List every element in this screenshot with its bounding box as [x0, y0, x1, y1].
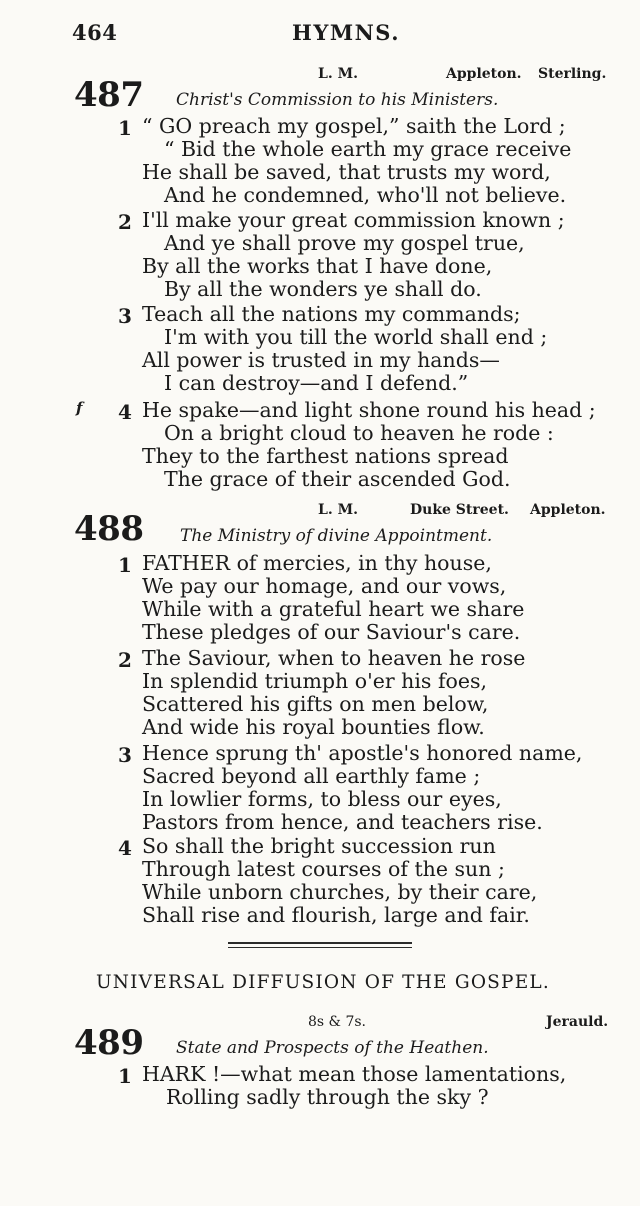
verse-line: “ GO preach my gospel,” saith the Lord ; — [142, 114, 566, 138]
hymn-number: 488 — [74, 509, 144, 549]
verse-line: The Saviour, when to heaven he rose — [142, 646, 526, 670]
verse-line: I can destroy—and I defend.” — [164, 371, 469, 395]
hymn-meter: L. M. — [318, 502, 358, 518]
verse-line: Rolling sadly through the sky ? — [166, 1085, 489, 1109]
verse-line: In lowlier forms, to bless our eyes, — [142, 787, 502, 811]
verse-line: And wide his royal bounties flow. — [142, 715, 485, 739]
verse-line: In splendid triumph o'er his foes, — [142, 669, 488, 693]
stanza-number: 2 — [118, 210, 132, 234]
hymn-meter: L. M. — [318, 66, 358, 82]
verse-line: Through latest courses of the sun ; — [142, 857, 505, 881]
stanza-number: 1 — [118, 116, 132, 140]
verse-line: And ye shall prove my gospel true, — [164, 231, 525, 255]
verse-line: Hence sprung th' apostle's honored name, — [142, 741, 583, 765]
section-divider — [228, 942, 412, 944]
verse-line: We pay our homage, and our vows, — [142, 574, 507, 598]
verse-line: I'll make your great commission known ; — [142, 208, 565, 232]
verse-line: He spake—and light shone round his head ; — [142, 398, 596, 422]
running-head: HYMNS. — [292, 20, 401, 45]
hymn-title: The Ministry of divine Appointment. — [180, 526, 493, 546]
verse-line: And he condemned, who'll not believe. — [164, 183, 567, 207]
stanza-number: 1 — [118, 1064, 132, 1088]
verse-line: By all the works that I have done, — [142, 254, 493, 278]
verse-line: Scattered his gifts on men below, — [142, 692, 489, 716]
verse-line: So shall the bright succession run — [142, 834, 496, 858]
verse-line: I'm with you till the world shall end ; — [164, 325, 548, 349]
stanza-number: 3 — [118, 304, 132, 328]
verse-line: They to the farthest nations spread — [142, 444, 509, 468]
stanza-number: 4 — [118, 836, 132, 860]
tune-name: Appleton. — [446, 66, 522, 82]
verse-line: Sacred beyond all earthly fame ; — [142, 764, 481, 788]
verse-line: HARK !—what mean those lamentations, — [142, 1062, 567, 1086]
verse-line: “ Bid the whole earth my grace receive — [164, 137, 572, 161]
verse-line: While with a grateful heart we share — [142, 597, 525, 621]
verse-line: Pastors from hence, and teachers rise. — [142, 810, 543, 834]
stanza-number: 2 — [118, 648, 132, 672]
hymn-title: Christ's Commission to his Ministers. — [176, 90, 499, 110]
verse-line: He shall be saved, that trusts my word, — [142, 160, 551, 184]
verse-line: The grace of their ascended God. — [164, 467, 511, 491]
section-heading: UNIVERSAL DIFFUSION OF THE GOSPEL. — [96, 972, 550, 993]
hymn-title: State and Prospects of the Heathen. — [176, 1038, 489, 1058]
tune-name: Appleton. — [530, 502, 606, 518]
tune-name: Jerauld. — [546, 1014, 609, 1030]
section-divider — [228, 947, 412, 948]
page-number: 464 — [72, 20, 118, 45]
stanza-number: 4 — [118, 400, 132, 424]
verse-line: Shall rise and flourish, large and fair. — [142, 903, 530, 927]
verse-line: FATHER of mercies, in thy house, — [142, 551, 492, 575]
tune-name: Duke Street. — [410, 502, 509, 518]
stanza-number: 3 — [118, 743, 132, 767]
verse-line: Teach all the nations my commands; — [142, 302, 521, 326]
hymn-number: 489 — [74, 1023, 144, 1063]
hymn-number: 487 — [74, 75, 144, 115]
dynamic-marking: f — [76, 399, 83, 417]
verse-line: All power is trusted in my hands— — [142, 348, 500, 372]
verse-line: On a bright cloud to heaven he rode : — [164, 421, 554, 445]
verse-line: While unborn churches, by their care, — [142, 880, 538, 904]
verse-line: By all the wonders ye shall do. — [164, 277, 482, 301]
tune-name: Sterling. — [538, 66, 607, 82]
stanza-number: 1 — [118, 553, 132, 577]
verse-line: These pledges of our Saviour's care. — [142, 620, 521, 644]
hymn-meter: 8s & 7s. — [308, 1014, 366, 1030]
